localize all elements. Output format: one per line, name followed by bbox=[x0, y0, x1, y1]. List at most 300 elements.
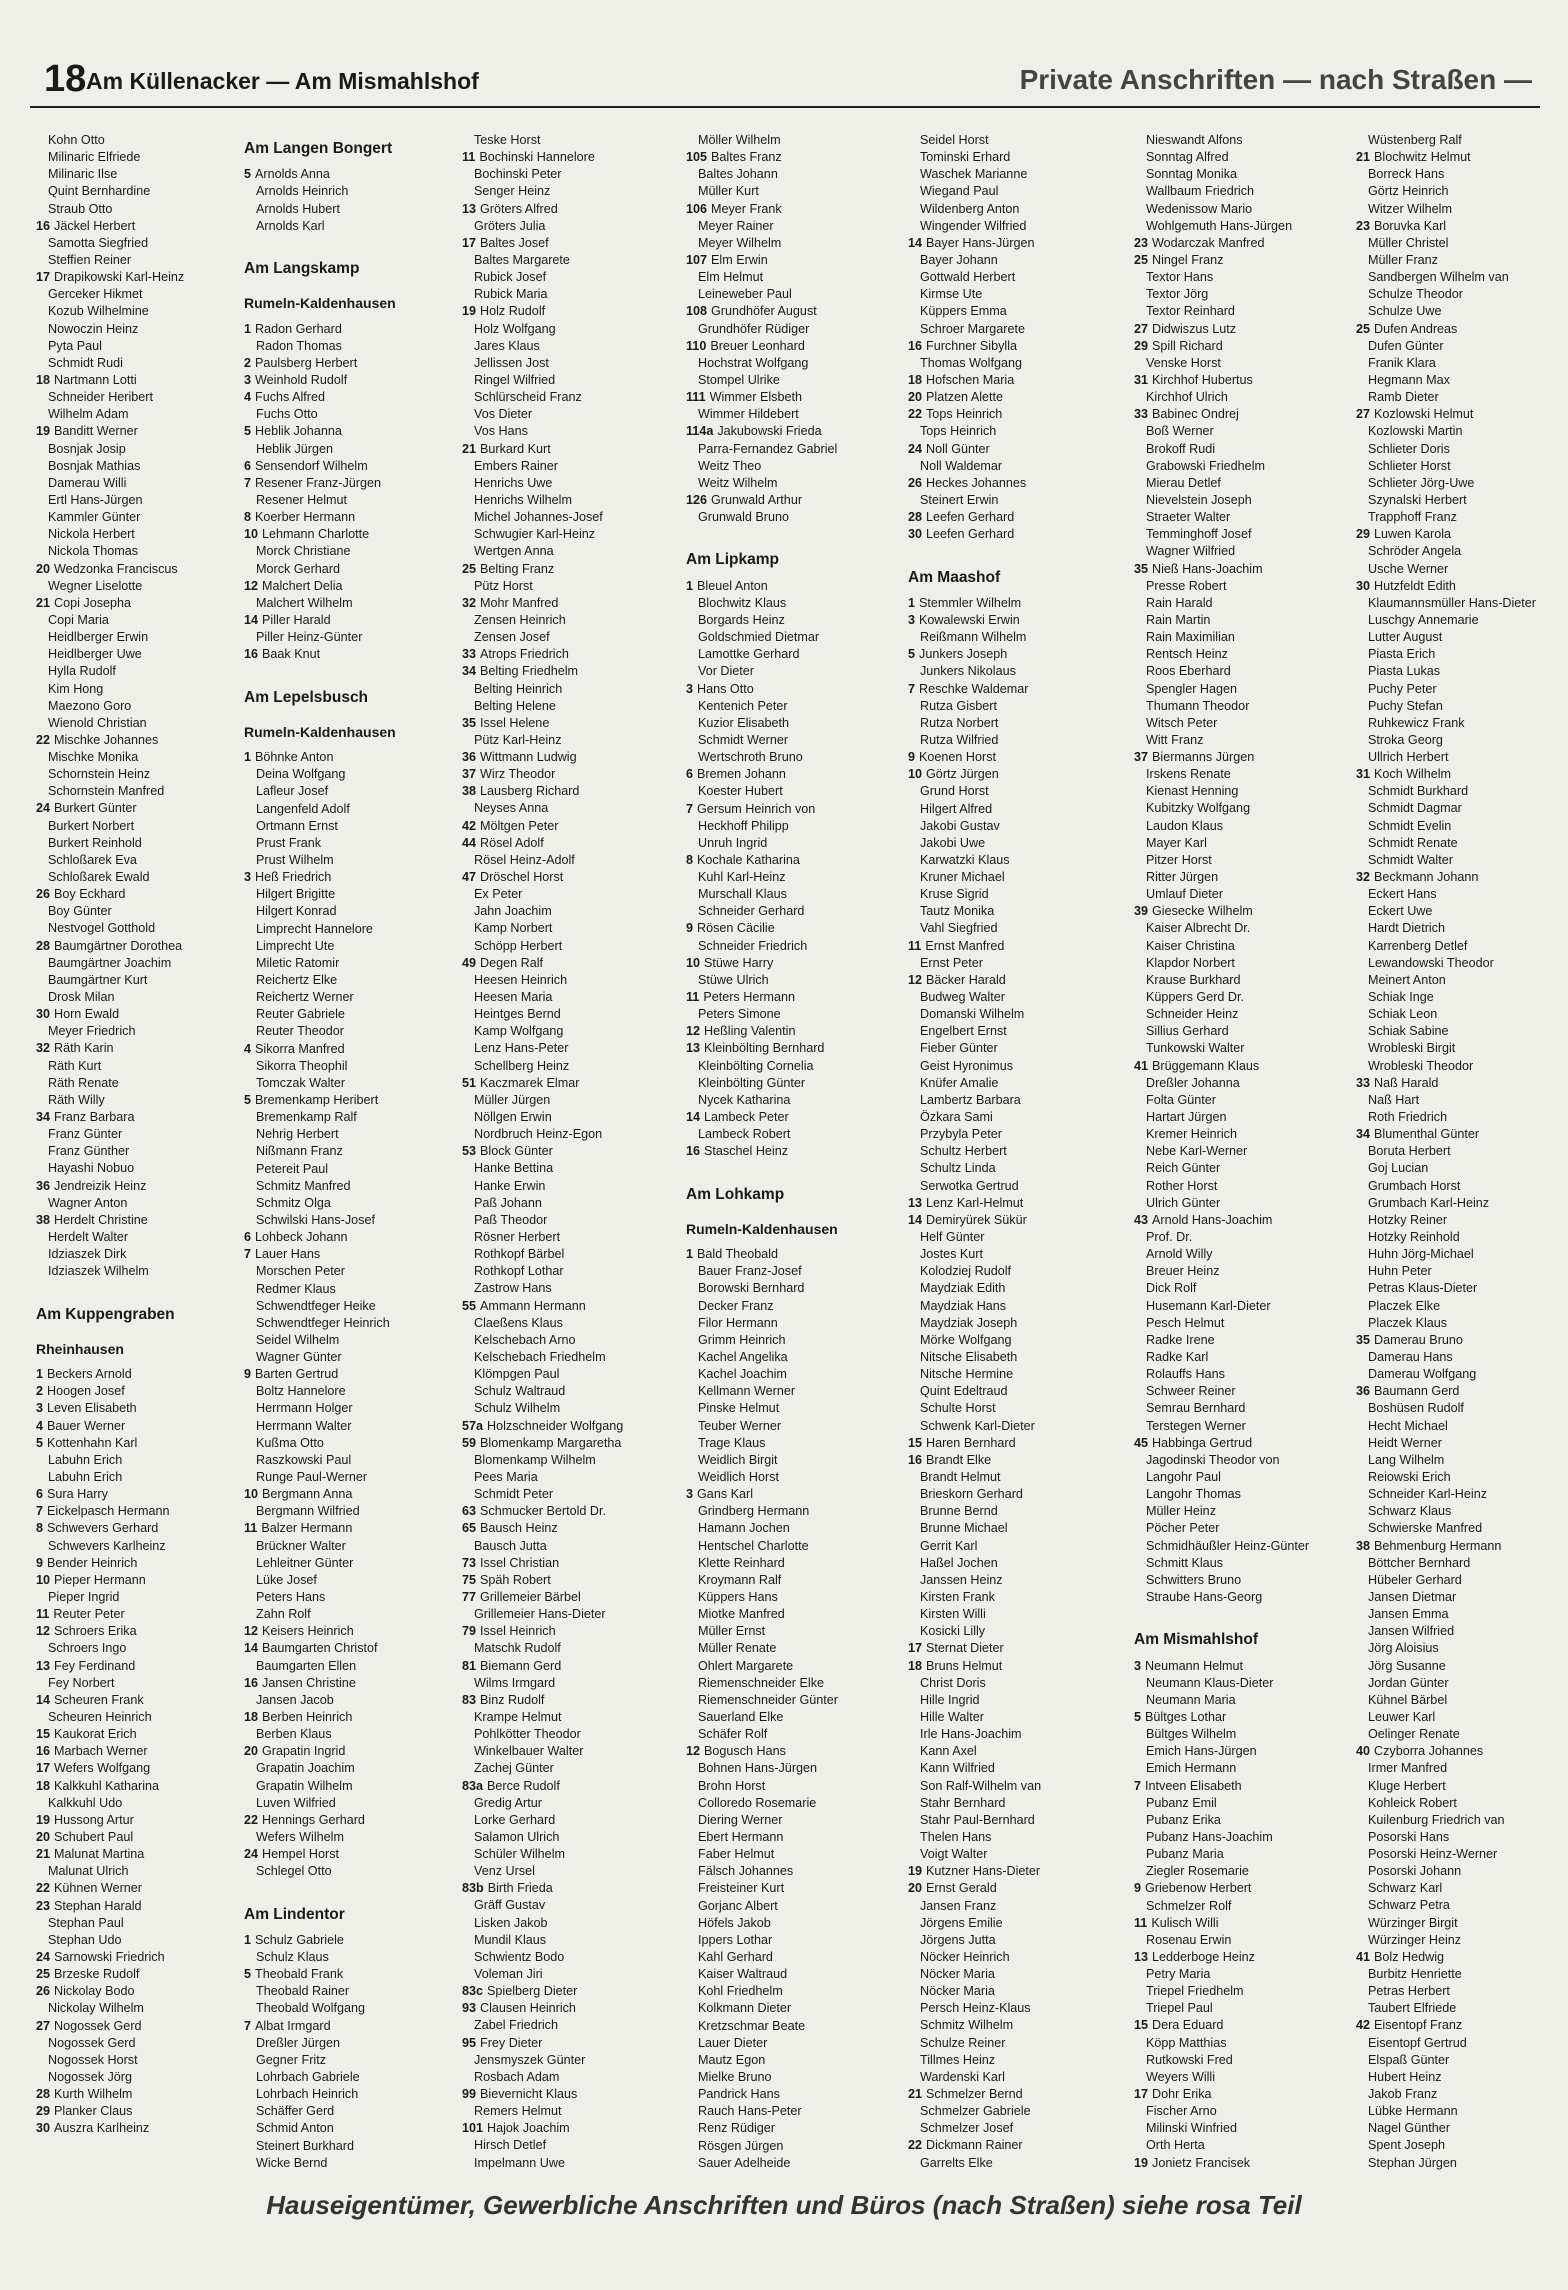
resident-entry bbox=[36, 1778, 226, 1795]
resident-name: Würzinger Birgit bbox=[1368, 1915, 1458, 1930]
resident-name: Prof. Dr. bbox=[1146, 1230, 1193, 1244]
resident-name: Gottwald Herbert bbox=[920, 270, 1016, 285]
resident-entry bbox=[1356, 2017, 1546, 2034]
resident-name: Kellmann Werner bbox=[698, 1384, 796, 1399]
resident-name: Nievelstein Joseph bbox=[1146, 492, 1252, 507]
resident-entry bbox=[244, 1778, 434, 1795]
resident-name: Schiak Inge bbox=[1368, 990, 1434, 1005]
resident-entry bbox=[462, 1400, 652, 1417]
house-number: 5 bbox=[244, 424, 252, 439]
house-number: 6 bbox=[686, 767, 694, 782]
resident-entry bbox=[1134, 2137, 1324, 2154]
house-number: 7 bbox=[244, 475, 252, 490]
resident-name: Witsch Peter bbox=[1146, 715, 1218, 730]
house-number: 18 bbox=[908, 372, 923, 387]
resident-entry bbox=[244, 1846, 434, 1863]
resident-name: Schlieter Jörg-Uwe bbox=[1368, 475, 1475, 490]
house-number: 77 bbox=[462, 1589, 477, 1604]
resident-name: Quint Edeltraud bbox=[920, 1384, 1008, 1399]
house-number: 79 bbox=[462, 1624, 477, 1639]
house-number: 15 bbox=[1134, 2018, 1149, 2033]
resident-entry bbox=[36, 2052, 226, 2069]
resident-entry bbox=[1356, 1692, 1546, 1709]
house-number: 14 bbox=[686, 1110, 701, 1125]
resident-entry bbox=[244, 886, 434, 903]
resident-entry bbox=[1356, 766, 1546, 783]
resident-entry bbox=[462, 561, 652, 578]
resident-name: Dohr Erika bbox=[1152, 2087, 1212, 2102]
resident-name: Sauerland Elke bbox=[698, 1709, 784, 1724]
house-number: 1 bbox=[686, 1247, 694, 1262]
resident-entry bbox=[36, 1212, 226, 1229]
resident-name: Kottenhahn Karl bbox=[47, 1435, 138, 1450]
resident-name: Grapatin Wilhelm bbox=[256, 1778, 353, 1793]
resident-entry bbox=[1134, 441, 1324, 458]
resident-name: Kohl Friedhelm bbox=[698, 1984, 783, 1999]
resident-entry bbox=[1356, 1589, 1546, 1606]
resident-name: Kirchhof Hubertus bbox=[1152, 372, 1253, 387]
resident-entry bbox=[908, 1383, 1098, 1400]
house-number: 36 bbox=[462, 750, 477, 765]
resident-name: Brzeske Rudolf bbox=[54, 1967, 140, 1982]
resident-name: Krause Burkhard bbox=[1146, 972, 1241, 987]
resident-name: Mundil Klaus bbox=[474, 1932, 547, 1947]
resident-entry bbox=[686, 852, 876, 869]
resident-entry bbox=[1134, 321, 1324, 338]
resident-name: Dick Rolf bbox=[1146, 1281, 1197, 1296]
resident-name: Berce Rudolf bbox=[487, 1778, 560, 1793]
resident-name: Schubert Paul bbox=[54, 1829, 134, 1844]
resident-entry bbox=[462, 1589, 652, 1606]
resident-name: Gorjanc Albert bbox=[698, 1898, 778, 1913]
resident-entry bbox=[686, 629, 876, 646]
resident-entry bbox=[244, 938, 434, 955]
resident-name: Gredig Artur bbox=[474, 1795, 542, 1810]
resident-name: Zastrow Hans bbox=[474, 1281, 552, 1296]
resident-name: Lauer Dieter bbox=[698, 2035, 768, 2050]
resident-entry bbox=[244, 338, 434, 355]
resident-name: Leefen Gerhard bbox=[926, 527, 1015, 542]
resident-name: Wicke Bernd bbox=[256, 2155, 328, 2170]
resident-name: Raszkowski Paul bbox=[256, 1452, 352, 1467]
resident-entry bbox=[908, 852, 1098, 869]
resident-name: Fuchs Alfred bbox=[255, 390, 326, 405]
resident-entry bbox=[1134, 835, 1324, 852]
resident-entry bbox=[36, 303, 226, 320]
resident-entry bbox=[1134, 543, 1324, 560]
resident-entry bbox=[1356, 800, 1546, 817]
resident-entry bbox=[244, 1623, 434, 1640]
house-number: 41 bbox=[1134, 1058, 1149, 1073]
resident-entry bbox=[908, 955, 1098, 972]
house-number: 34 bbox=[1356, 1127, 1371, 1142]
resident-entry bbox=[36, 321, 226, 338]
resident-entry bbox=[462, 321, 652, 338]
resident-name: Fieber Günter bbox=[920, 1041, 998, 1056]
resident-entry bbox=[908, 1863, 1098, 1880]
resident-name: Nieswandt Alfons bbox=[1146, 133, 1243, 147]
resident-entry bbox=[1356, 1572, 1546, 1589]
spacer bbox=[244, 1880, 434, 1897]
resident-name: Reichertz Werner bbox=[256, 990, 354, 1005]
resident-entry bbox=[686, 1298, 876, 1315]
resident-entry bbox=[244, 2052, 434, 2069]
resident-entry bbox=[686, 1418, 876, 1435]
resident-name: Witzer Wilhelm bbox=[1368, 201, 1452, 216]
resident-name: Ringel Wilfried bbox=[474, 372, 556, 387]
resident-entry bbox=[462, 406, 652, 423]
resident-name: Schmid Anton bbox=[256, 2121, 334, 2136]
resident-entry bbox=[244, 1366, 434, 1383]
resident-name: Küppers Gerd Dr. bbox=[1146, 990, 1244, 1005]
resident-name: Sarnowski Friedrich bbox=[54, 1949, 165, 1964]
resident-name: Meinert Anton bbox=[1368, 972, 1446, 987]
resident-entry bbox=[244, 1109, 434, 1126]
resident-entry bbox=[908, 629, 1098, 646]
resident-name: Wagner Günter bbox=[256, 1350, 342, 1365]
resident-name: Grumbach Karl-Heinz bbox=[1368, 1195, 1490, 1210]
resident-entry bbox=[244, 1503, 434, 1520]
house-number: 16 bbox=[244, 647, 259, 662]
resident-name: Belting Friedhelm bbox=[480, 664, 579, 679]
resident-entry bbox=[908, 732, 1098, 749]
street-heading: Am Mismahlshof bbox=[1134, 1631, 1259, 1649]
resident-entry bbox=[1356, 1126, 1546, 1143]
resident-entry bbox=[36, 132, 226, 149]
house-number: 12 bbox=[686, 1024, 701, 1039]
resident-entry bbox=[908, 1418, 1098, 1435]
resident-entry bbox=[462, 1915, 652, 1932]
house-number: 14 bbox=[908, 1212, 923, 1227]
resident-entry bbox=[36, 338, 226, 355]
resident-entry bbox=[686, 1092, 876, 1109]
resident-name: Copi Maria bbox=[48, 612, 109, 627]
resident-name: Schmidt Rudi bbox=[48, 355, 123, 370]
house-number: 19 bbox=[1134, 2155, 1149, 2170]
resident-entry bbox=[36, 1812, 226, 1829]
resident-name: Heblik Jürgen bbox=[256, 441, 334, 456]
house-number: 4 bbox=[36, 1418, 44, 1433]
resident-name: Brunne Michael bbox=[920, 1521, 1008, 1536]
resident-entry bbox=[1134, 1949, 1324, 1966]
house-number: 4 bbox=[244, 390, 252, 405]
resident-name: Krampe Helmut bbox=[474, 1709, 562, 1724]
resident-entry bbox=[244, 1520, 434, 1537]
resident-name: Nickola Herbert bbox=[48, 527, 135, 542]
resident-name: Jörgens Jutta bbox=[920, 1932, 996, 1947]
resident-name: Brüggemann Klaus bbox=[1152, 1058, 1260, 1073]
resident-name: Milinaric Ilse bbox=[48, 167, 118, 182]
resident-entry bbox=[1134, 1178, 1324, 1195]
resident-name: Lohbeck Johann bbox=[255, 1230, 348, 1245]
house-number: 13 bbox=[1134, 1949, 1149, 1964]
resident-name: Renz Rüdiger bbox=[698, 2121, 776, 2136]
resident-entry bbox=[1134, 526, 1324, 543]
house-number: 6 bbox=[244, 1230, 252, 1245]
resident-entry bbox=[244, 1829, 434, 1846]
house-number: 18 bbox=[36, 1778, 51, 1793]
resident-entry bbox=[686, 1743, 876, 1760]
resident-entry bbox=[1134, 1486, 1324, 1503]
resident-name: Dufen Andreas bbox=[1374, 321, 1458, 336]
resident-entry bbox=[686, 372, 876, 389]
resident-name: Franz Günter bbox=[48, 1127, 123, 1142]
resident-name: Burkard Kurt bbox=[480, 441, 551, 456]
resident-name: Wüstenberg Ralf bbox=[1368, 133, 1462, 147]
resident-entry bbox=[908, 1915, 1098, 1932]
resident-name: Wagner Wilfried bbox=[1146, 544, 1236, 559]
resident-name: Sandbergen Wilhelm van bbox=[1368, 270, 1509, 285]
resident-entry bbox=[1356, 732, 1546, 749]
resident-name: Rother Horst bbox=[1146, 1178, 1218, 1193]
resident-entry bbox=[908, 509, 1098, 526]
resident-entry bbox=[686, 166, 876, 183]
house-number: 7 bbox=[244, 2018, 252, 2033]
resident-name: Müller Renate bbox=[698, 1641, 777, 1656]
resident-entry bbox=[686, 1503, 876, 1520]
resident-name: Radon Thomas bbox=[256, 338, 342, 353]
resident-name: Peters Hermann bbox=[703, 990, 796, 1005]
resident-name: Ertl Hans-Jürgen bbox=[48, 492, 143, 507]
resident-entry bbox=[462, 218, 652, 235]
resident-name: Holzschneider Wolfgang bbox=[487, 1418, 624, 1433]
resident-name: Damerau Wolfgang bbox=[1368, 1367, 1477, 1382]
resident-entry bbox=[1356, 183, 1546, 200]
resident-entry bbox=[686, 1058, 876, 1075]
resident-name: Schwevers Karlheinz bbox=[48, 1538, 166, 1553]
resident-entry bbox=[244, 2155, 434, 2172]
resident-name: Laudon Klaus bbox=[1146, 818, 1224, 833]
resident-entry bbox=[36, 1075, 226, 1092]
resident-name: Auszra Karlheinz bbox=[54, 2121, 150, 2136]
house-number: 12 bbox=[36, 1624, 51, 1639]
resident-entry bbox=[686, 1538, 876, 1555]
resident-entry bbox=[462, 766, 652, 783]
house-number: 20 bbox=[36, 1829, 51, 1844]
resident-entry bbox=[462, 698, 652, 715]
resident-entry bbox=[1134, 1675, 1324, 1692]
resident-entry bbox=[1134, 1469, 1324, 1486]
resident-entry bbox=[1134, 920, 1324, 937]
resident-entry bbox=[462, 886, 652, 903]
house-number: 25 bbox=[1356, 321, 1371, 336]
resident-name: Tillmes Heinz bbox=[920, 2052, 996, 2067]
resident-name: Wertschroth Bruno bbox=[698, 750, 803, 765]
resident-entry bbox=[686, 801, 876, 818]
resident-name: Wirz Theodor bbox=[480, 767, 556, 782]
resident-entry bbox=[908, 2120, 1098, 2137]
resident-name: Petras Herbert bbox=[1368, 1984, 1450, 1999]
resident-entry bbox=[1134, 903, 1324, 920]
resident-entry bbox=[686, 441, 876, 458]
resident-entry bbox=[462, 509, 652, 526]
house-number: 111 bbox=[686, 390, 706, 405]
resident-entry bbox=[686, 1983, 876, 2000]
resident-name: Hartart Jürgen bbox=[1146, 1110, 1227, 1125]
resident-name: Lehleitner Günter bbox=[256, 1555, 354, 1570]
resident-name: Boy Günter bbox=[48, 904, 112, 919]
house-number: 20 bbox=[244, 1744, 259, 1759]
resident-entry bbox=[244, 423, 434, 440]
resident-entry bbox=[244, 749, 434, 766]
resident-name: Rolauffs Hans bbox=[1146, 1367, 1225, 1382]
resident-entry bbox=[36, 1246, 226, 1263]
resident-entry bbox=[462, 1075, 652, 1092]
resident-name: Stüwe Harry bbox=[704, 955, 774, 970]
resident-entry bbox=[244, 646, 434, 663]
resident-name: Malunat Martina bbox=[54, 1847, 145, 1862]
resident-entry bbox=[244, 1743, 434, 1760]
resident-entry bbox=[1134, 1383, 1324, 1400]
resident-entry bbox=[1134, 1915, 1324, 1932]
resident-name: Kirsten Willi bbox=[920, 1607, 986, 1622]
house-number: 7 bbox=[908, 681, 916, 696]
resident-entry bbox=[462, 1880, 652, 1897]
resident-name: Weitz Wilhelm bbox=[698, 475, 778, 490]
resident-name: Kolodziej Rudolf bbox=[920, 1264, 1012, 1279]
resident-name: Schiak Leon bbox=[1368, 1007, 1438, 1022]
resident-entry bbox=[686, 338, 876, 355]
resident-name: Schultz Linda bbox=[920, 1161, 996, 1176]
resident-name: Emich Hans-Jürgen bbox=[1146, 1744, 1257, 1759]
resident-entry bbox=[1134, 2086, 1324, 2103]
resident-entry bbox=[1134, 1075, 1324, 1092]
resident-name: Gerceker Hikmet bbox=[48, 287, 143, 302]
house-number: 114a bbox=[686, 424, 714, 439]
house-number: 32 bbox=[36, 1041, 51, 1056]
resident-name: Nagel Günther bbox=[1368, 2121, 1450, 2136]
resident-name: Arnolds Karl bbox=[256, 218, 325, 233]
resident-entry bbox=[462, 2052, 652, 2069]
resident-entry bbox=[1134, 1418, 1324, 1435]
resident-entry bbox=[244, 475, 434, 492]
street-heading: Am Lipkamp bbox=[686, 551, 780, 569]
resident-name: Bergmann Wilfried bbox=[256, 1504, 360, 1519]
resident-entry bbox=[244, 1983, 434, 2000]
resident-name: Weidlich Horst bbox=[698, 1470, 779, 1485]
resident-entry bbox=[1356, 1229, 1546, 1246]
resident-name: Son Ralf-Wilhelm van bbox=[920, 1778, 1042, 1793]
house-number: 6 bbox=[36, 1487, 44, 1502]
resident-name: Teuber Werner bbox=[698, 1418, 782, 1433]
resident-name: Schäffer Gerd bbox=[256, 2104, 335, 2119]
resident-entry bbox=[686, 235, 876, 252]
resident-entry bbox=[36, 1160, 226, 1177]
resident-entry bbox=[1134, 2035, 1324, 2052]
resident-name: Schwitters Bruno bbox=[1146, 1572, 1242, 1587]
resident-name: Lauer Hans bbox=[255, 1247, 321, 1262]
resident-entry bbox=[244, 1383, 434, 1400]
resident-entry bbox=[908, 869, 1098, 886]
resident-entry bbox=[1134, 1298, 1324, 1315]
resident-entry bbox=[36, 218, 226, 235]
resident-name: Schneider Heribert bbox=[48, 390, 153, 405]
resident-name: Lüke Josef bbox=[256, 1572, 317, 1587]
resident-name: Haßel Jochen bbox=[920, 1555, 998, 1570]
resident-name: Orth Herta bbox=[1146, 2138, 1205, 2153]
resident-entry bbox=[1134, 698, 1324, 715]
spacer bbox=[244, 663, 434, 680]
resident-entry bbox=[686, 783, 876, 800]
resident-entry bbox=[462, 681, 652, 698]
resident-name: Herdelt Walter bbox=[48, 1230, 129, 1244]
resident-name: Herdelt Christine bbox=[54, 1212, 148, 1227]
resident-name: Dickmann Rainer bbox=[926, 2138, 1023, 2153]
resident-name: Hecht Michael bbox=[1368, 1418, 1448, 1433]
resident-entry bbox=[462, 2137, 652, 2154]
resident-name: Staschel Heinz bbox=[704, 1144, 789, 1159]
resident-name: Baltes Josef bbox=[480, 235, 549, 250]
resident-name: Kremer Heinrich bbox=[1146, 1127, 1237, 1142]
house-number: 5 bbox=[244, 1092, 252, 1107]
resident-entry bbox=[1134, 1040, 1324, 1057]
resident-name: Jensmyszek Günter bbox=[474, 2052, 586, 2067]
resident-entry bbox=[36, 475, 226, 492]
resident-entry bbox=[36, 1006, 226, 1023]
resident-entry bbox=[686, 1778, 876, 1795]
street-heading: Am Kuppengraben bbox=[36, 1305, 175, 1323]
house-number: 7 bbox=[244, 1247, 252, 1262]
resident-name: Weidlich Birgit bbox=[698, 1452, 778, 1467]
resident-name: Bültges Lothar bbox=[1145, 1709, 1227, 1724]
resident-entry bbox=[908, 132, 1098, 149]
resident-entry bbox=[1356, 1863, 1546, 1880]
resident-name: Straeter Walter bbox=[1146, 510, 1231, 525]
resident-name: Kußma Otto bbox=[256, 1435, 324, 1450]
house-number: 3 bbox=[1134, 1658, 1142, 1673]
resident-name: Riemenschneider Günter bbox=[698, 1692, 839, 1707]
resident-name: Limprecht Ute bbox=[256, 938, 335, 953]
resident-name: Decker Franz bbox=[698, 1298, 774, 1313]
resident-name: Pöcher Peter bbox=[1146, 1521, 1220, 1536]
resident-name: Eisentopf Gertrud bbox=[1368, 2035, 1467, 2050]
resident-entry bbox=[244, 1212, 434, 1229]
resident-name: Roth Friedrich bbox=[1368, 1110, 1448, 1125]
resident-entry bbox=[1356, 1212, 1546, 1229]
resident-name: Nöllgen Erwin bbox=[474, 1110, 552, 1125]
resident-name: Grillemeier Bärbel bbox=[480, 1589, 581, 1604]
resident-entry bbox=[244, 1760, 434, 1777]
resident-name: Luschgy Annemarie bbox=[1368, 612, 1479, 627]
resident-name: Kühnel Bärbel bbox=[1368, 1692, 1448, 1707]
resident-name: Henrichs Wilhelm bbox=[474, 492, 572, 507]
house-number: 22 bbox=[244, 1812, 259, 1827]
resident-entry bbox=[908, 1760, 1098, 1777]
resident-name: Ullrich Herbert bbox=[1368, 750, 1449, 765]
resident-name: Baumgärtner Joachim bbox=[48, 955, 172, 970]
resident-name: Bohnen Hans-Jürgen bbox=[698, 1761, 818, 1776]
resident-entry bbox=[244, 389, 434, 406]
house-number: 13 bbox=[686, 1041, 701, 1056]
resident-entry bbox=[36, 201, 226, 218]
resident-name: Peters Simone bbox=[698, 1007, 781, 1022]
resident-name: Hilgert Konrad bbox=[256, 904, 337, 919]
resident-entry bbox=[908, 1126, 1098, 1143]
resident-entry bbox=[36, 423, 226, 440]
resident-entry bbox=[1356, 1606, 1546, 1623]
house-number: 21 bbox=[1356, 150, 1371, 165]
resident-entry bbox=[244, 629, 434, 646]
resident-entry bbox=[1356, 1246, 1546, 1263]
resident-entry bbox=[1356, 989, 1546, 1006]
resident-name: Schmelzer Rolf bbox=[1146, 1898, 1232, 1913]
resident-entry bbox=[36, 1932, 226, 1949]
resident-entry bbox=[686, 1349, 876, 1366]
resident-entry bbox=[462, 372, 652, 389]
house-number: 9 bbox=[908, 750, 916, 765]
house-number: 27 bbox=[36, 2018, 51, 2033]
resident-entry bbox=[1356, 1332, 1546, 1349]
